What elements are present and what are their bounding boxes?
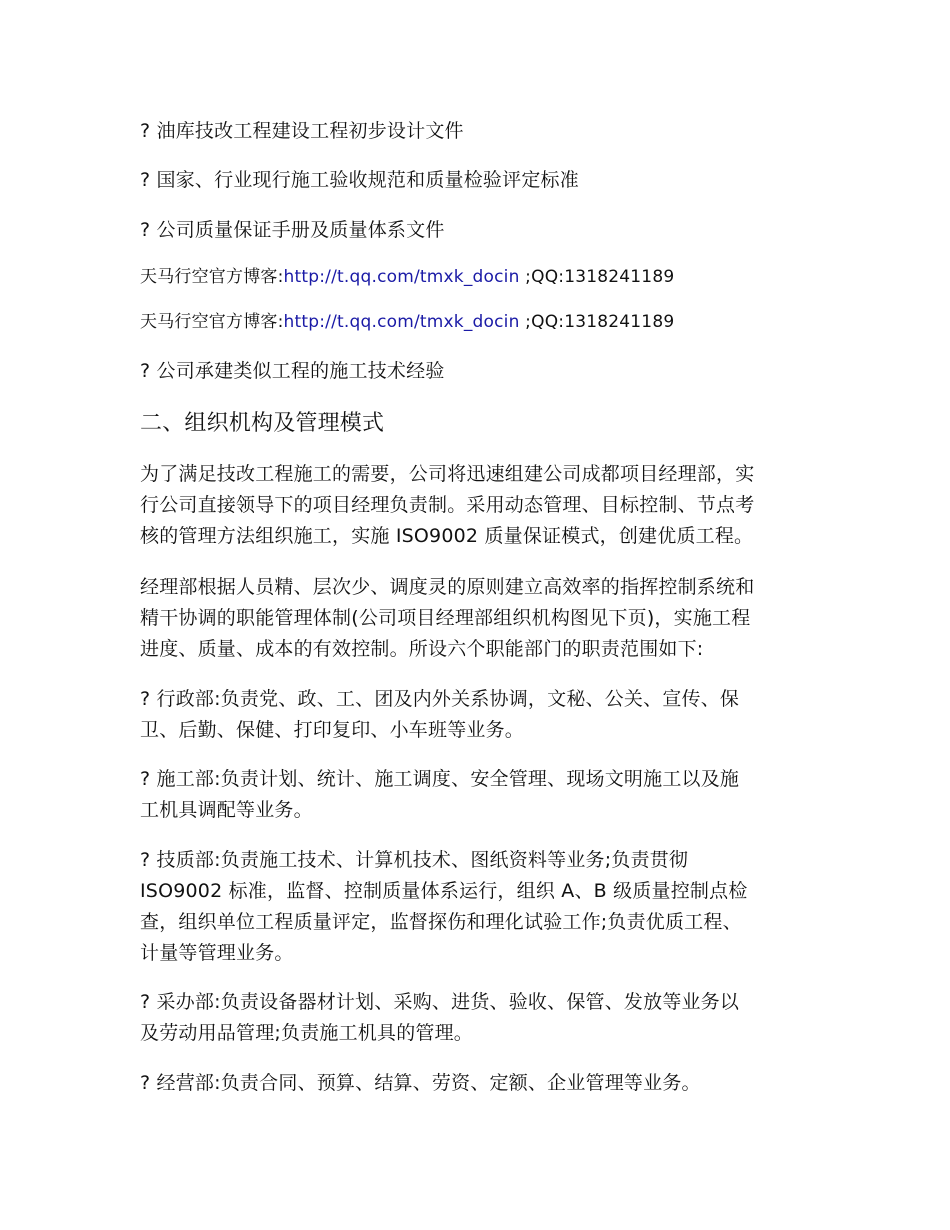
ad-suffix: ;QQ:1318241189 xyxy=(519,312,675,332)
ad-line xyxy=(140,314,674,331)
paragraph-line: 卫、后勤、保健、打印复印、小车班等业务。 xyxy=(140,719,525,741)
paragraph-line: 经理部根据人员精、层次少、调度灵的原则建立高效率的指挥控制系统和 xyxy=(140,576,755,598)
paragraph-line: 精干协调的职能管理体制(公司项目经理部组织机构图见下页)，实施工程 xyxy=(140,607,751,629)
paragraph-line: ISO9002 标准，监督、控制质量体系运行，组织 A、B 级质量控制点检 xyxy=(140,880,748,902)
bullet-item: ? 国家、行业现行施工验收规范和质量检验评定标准 xyxy=(140,169,579,191)
duty-item-procurement xyxy=(140,987,810,1049)
bullet-item: ? 公司承建类似工程的施工技术经验 xyxy=(140,360,445,382)
paragraph-line: 工机具调配等业务。 xyxy=(140,799,313,821)
paragraph-line: 进度、质量、成本的有效控制。所设六个职能部门的职责范围如下: xyxy=(140,638,704,660)
paragraph-line: ? 经营部:负责合同、预算、结算、劳资、定额、企业管理等业务。 xyxy=(140,1072,701,1094)
paragraph-line: ? 行政部:负责党、政、工、团及内外关系协调，文秘、公关、宣传、保 xyxy=(140,688,740,710)
paragraph-line: ? 采办部:负责设备器材计划、采购、进货、验收、保管、发放等业务以 xyxy=(140,991,740,1013)
section-heading: 二、组织机构及管理模式 xyxy=(140,411,385,436)
duty-item-admin xyxy=(140,684,810,746)
paragraph-line: 计量等管理业务。 xyxy=(140,942,294,964)
paragraph-line: 查，组织单位工程质量评定，监督探伤和理化试验工作;负责优质工程、 xyxy=(140,911,742,933)
ad-prefix: 天马行空官方博客: xyxy=(140,312,284,332)
ad-line xyxy=(140,269,674,286)
duty-item-business xyxy=(140,1068,810,1099)
paragraph-line: 为了满足技改工程施工的需要，公司将迅速组建公司成都项目经理部，实 xyxy=(140,463,755,485)
paragraph-line: ? 施工部:负责计划、统计、施工调度、安全管理、现场文明施工以及施 xyxy=(140,768,740,790)
paragraph-line: ? 技质部:负责施工技术、计算机技术、图纸资料等业务;负责贯彻 xyxy=(140,849,689,871)
paragraph-line: 及劳动用品管理;负责施工机具的管理。 xyxy=(140,1022,474,1044)
blog-link[interactable]: http://t.qq.com/tmxk_docin xyxy=(283,267,520,287)
paragraph-line: 核的管理方法组织施工，实施 ISO9002 质量保证模式，创建优质工程。 xyxy=(140,525,754,547)
paragraph xyxy=(140,572,810,665)
ad-suffix: ;QQ:1318241189 xyxy=(519,267,675,287)
blog-link[interactable]: http://t.qq.com/tmxk_docin xyxy=(283,312,520,332)
duty-item-construction xyxy=(140,764,810,826)
paragraph xyxy=(140,459,810,552)
bullet-item: ? 公司质量保证手册及质量体系文件 xyxy=(140,219,445,241)
duty-item-tech-quality xyxy=(140,845,810,969)
paragraph-line: 行公司直接领导下的项目经理负责制。采用动态管理、目标控制、节点考 xyxy=(140,494,755,516)
bullet-item: ? 油库技改工程建设工程初步设计文件 xyxy=(140,120,464,142)
ad-prefix: 天马行空官方博客: xyxy=(140,267,284,287)
